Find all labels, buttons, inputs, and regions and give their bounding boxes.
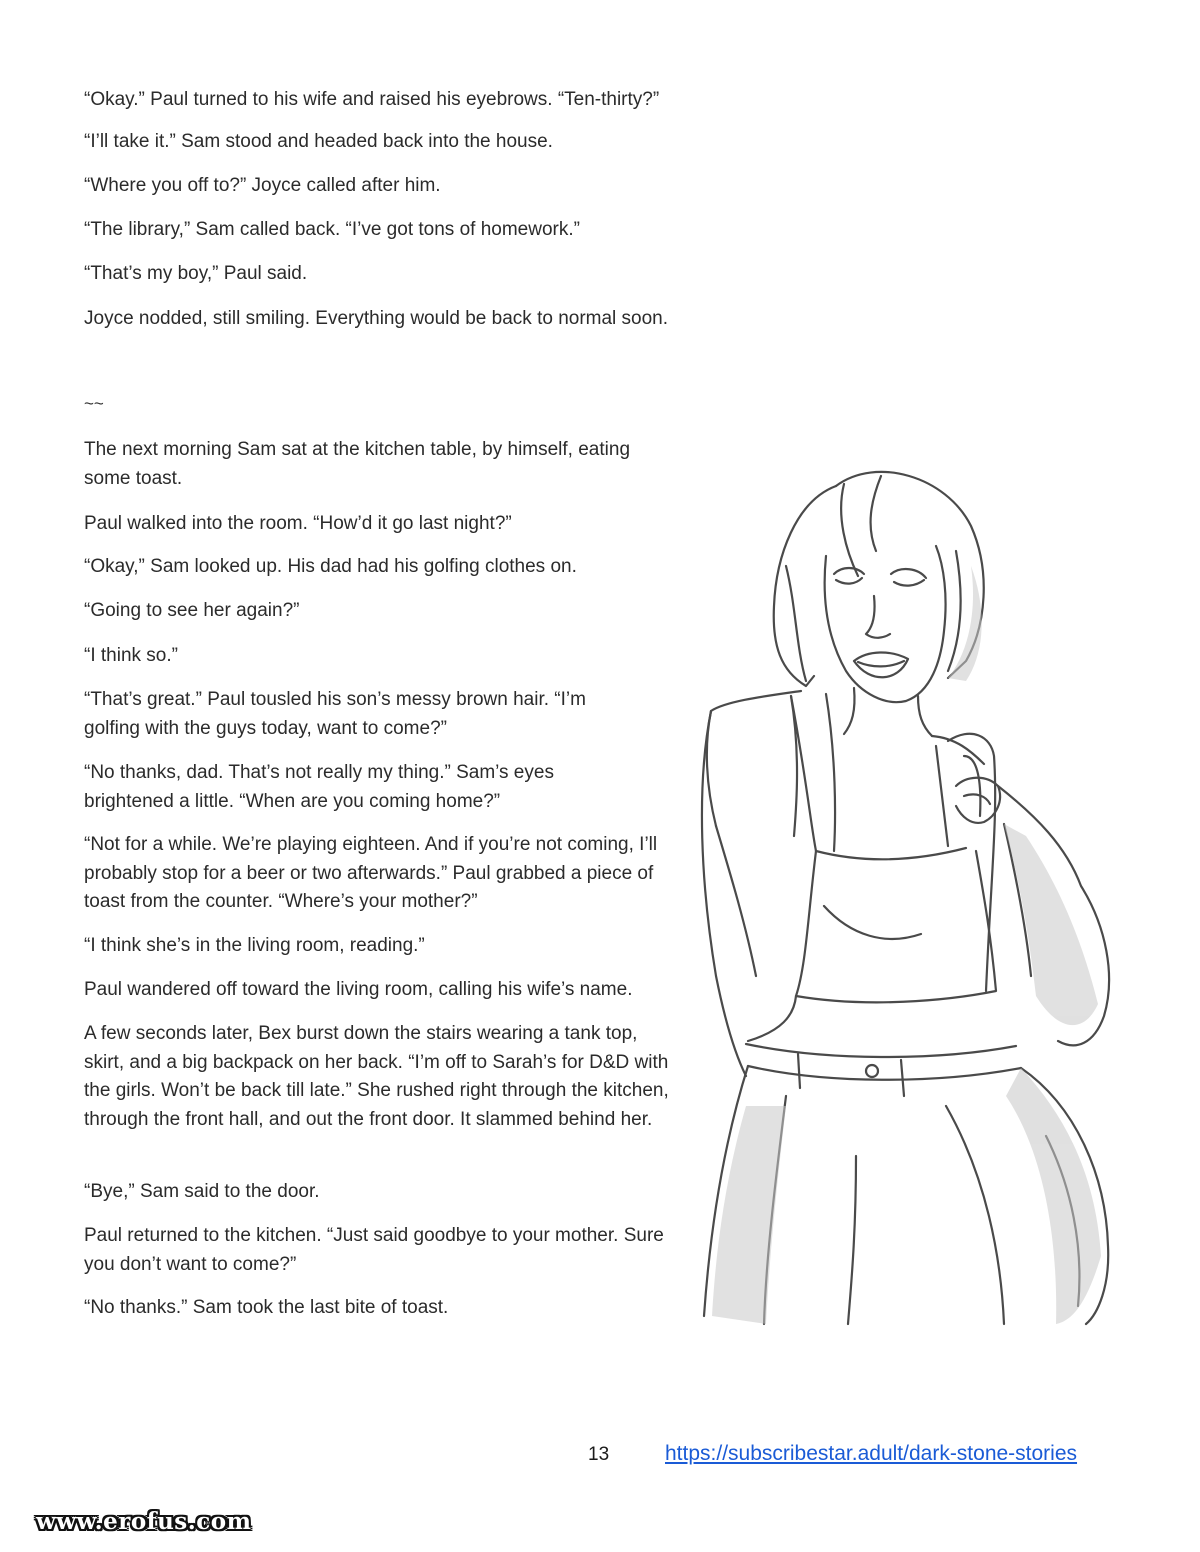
paragraph-18: A few seconds later, Bex burst down the stairs wearing a tank top, skirt, and a big backpack on her back. “I’m off to Sarah’s for D&D with the girls. Won’t be back till late.” She rushed right through the kitchen, through the front hall, and out the front door. It slammed behind her. [84,1023,669,1130]
paragraph-21: “No thanks.” Sam took the last bite of toast. [84,1297,449,1318]
paragraph-8: The next morning Sam sat at the kitchen table, by himself, eating some toast. [84,439,631,489]
watermark: www.erofus.com [36,1508,252,1535]
paragraph-9: Paul walked into the room. “How’d it go last night?” [84,513,512,534]
paragraph-3: “Where you off to?” Joyce called after him. [84,175,441,196]
paragraph-13: “That’s great.” Paul tousled his son’s messy brown hair. “I’m golfing with the guys today, want to come?” [84,689,586,739]
paragraph-11: “Going to see her again?” [84,600,300,621]
paragraph-15: “Not for a while. We’re playing eighteen. And if you’re not coming, I’ll probably stop for a beer or two afterwards.” Paul grabbed a piece of toast from the counter. “Where’s your mother?” [84,834,658,912]
paragraph-5: “That’s my boy,” Paul said. [84,263,308,284]
paragraph-10: “Okay,” Sam looked up. His dad had his golfing clothes on. [84,556,577,577]
character-illustration [686,456,1126,1326]
subscribestar-link[interactable]: https://subscribestar.adult/dark-stone-stories [665,1442,1078,1465]
page-number: 13 [588,1444,610,1465]
paragraph-20: Paul returned to the kitchen. “Just said goodbye to your mother. Sure you don’t want to come?” [84,1225,664,1275]
paragraph-6: Joyce nodded, still smiling. Everything would be back to normal soon. [84,308,669,329]
paragraph-1: “Okay.” Paul turned to his wife and raised his eyebrows. “Ten-thirty?” [84,89,660,110]
paragraph-19: “Bye,” Sam said to the door. [84,1181,320,1202]
paragraph-2: “I’ll take it.” Sam stood and headed back into the house. [84,131,553,152]
paragraph-4: “The library,” Sam called back. “I’ve got tons of homework.” [84,219,580,240]
section-break: ~~ [84,394,104,413]
paragraph-12: “I think so.” [84,645,178,666]
paragraph-16: “I think she’s in the living room, reading.” [84,935,425,956]
paragraph-17: Paul wandered off toward the living room, calling his wife’s name. [84,979,633,1000]
paragraph-14: “No thanks, dad. That’s not really my thing.” Sam’s eyes brightened a little. “When are you coming home?” [84,762,554,812]
